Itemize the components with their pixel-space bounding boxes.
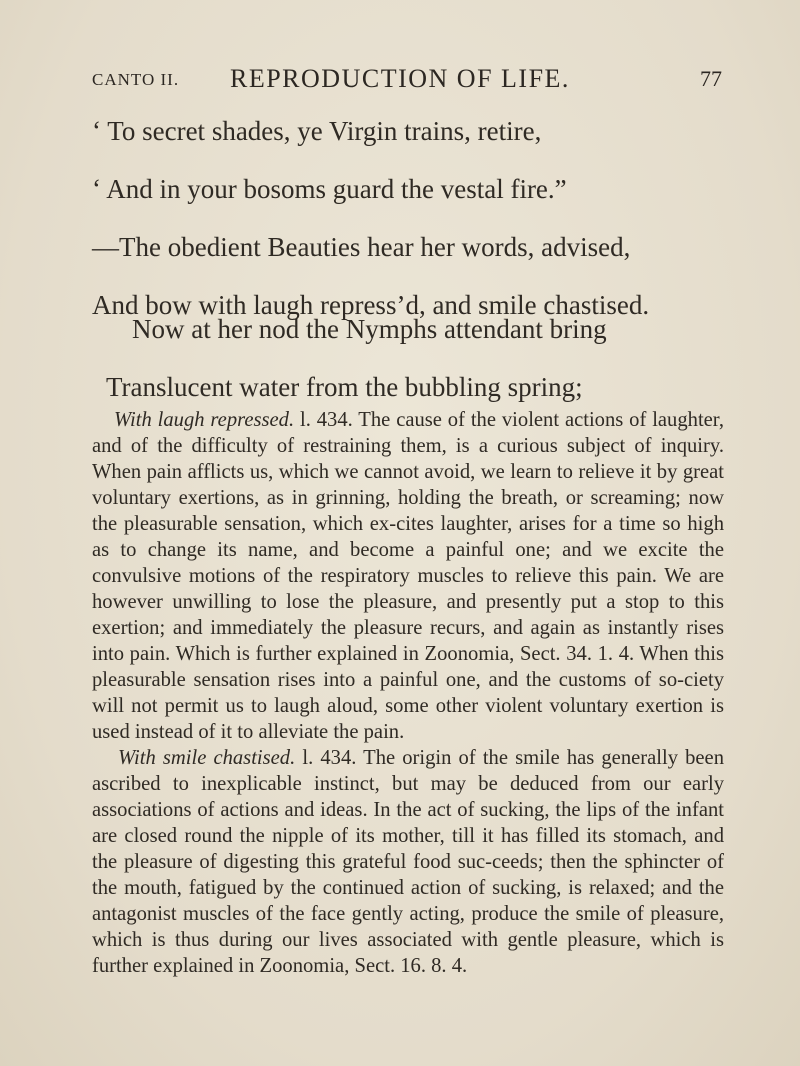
canto-label: CANTO II. <box>92 70 180 89</box>
verse-stanza-2 <box>106 300 772 416</box>
footnote-text: l. 434. The cause of the violent actions of laughter, and of the difficulty of restraining them, is a curious subject of inquiry. When pain afflicts us, which we cannot avoid, we learn to relieve it by great voluntary exertions, as in grinning, holding the breath, or screaming; now the pleasurable sensation, which ex-cites laughter, arises for a time so high as to change its name, and become a painful one; and we excite the convulsive motions of the respiratory muscles to relieve this pain. We are however unwilling to lose the pleasure, and presently put a stop to this exertion; and immediately the pleasure recurs, and again as instantly rises into pain. Which is further explained in Zoonomia, Sect. 34. 1. 4. When this pleasurable sensation rises into a painful one, and the customs of so-ciety will not permit us to laugh aloud, some other violent voluntary exertion is used instead of it to alleviate the pain. <box>92 409 724 743</box>
footnote <box>92 745 724 979</box>
footnote-lemma: With smile chastised. <box>118 747 296 769</box>
running-header <box>92 64 722 96</box>
page-number: 77 <box>700 66 722 91</box>
page-title: REPRODUCTION OF LIFE. <box>230 64 570 93</box>
verse-line: And bow with laugh repress’d, and smile chastised. <box>92 290 650 320</box>
footnotes <box>92 407 724 979</box>
verse-line: Translucent water from the bubbling spring; <box>106 372 583 402</box>
verse-line: —The obedient Beauties hear her words, advised, <box>92 232 631 262</box>
verse-line: Now at her nod the Nymphs attendant bring <box>132 314 607 344</box>
footnote-lemma: With laugh repressed. <box>114 409 295 431</box>
footnote-text: l. 434. The origin of the smile has generally been ascribed to inexplicable instinct, but may be deduced from our early associations of actions and ideas. In the act of sucking, the lips of the infant are closed round the nipple of its mother, till it has filled its stomach, and the pleasure of digesting this grateful food suc-ceeds; then the sphincter of the mouth, fatigued by the continued action of sucking, is relaxed; and the antagonist muscles of the face gently acting, produce the smile of pleasure, which is thus during our lives associated with gentle pleasure, which is further explained in Zoonomia, Sect. 16. 8. 4. <box>92 747 724 977</box>
verse-line: ‘ And in your bosoms guard the vestal fire.” <box>92 174 567 204</box>
footnote <box>92 407 724 745</box>
verse-line: ‘ To secret shades, ye Virgin trains, retire, <box>92 116 542 146</box>
